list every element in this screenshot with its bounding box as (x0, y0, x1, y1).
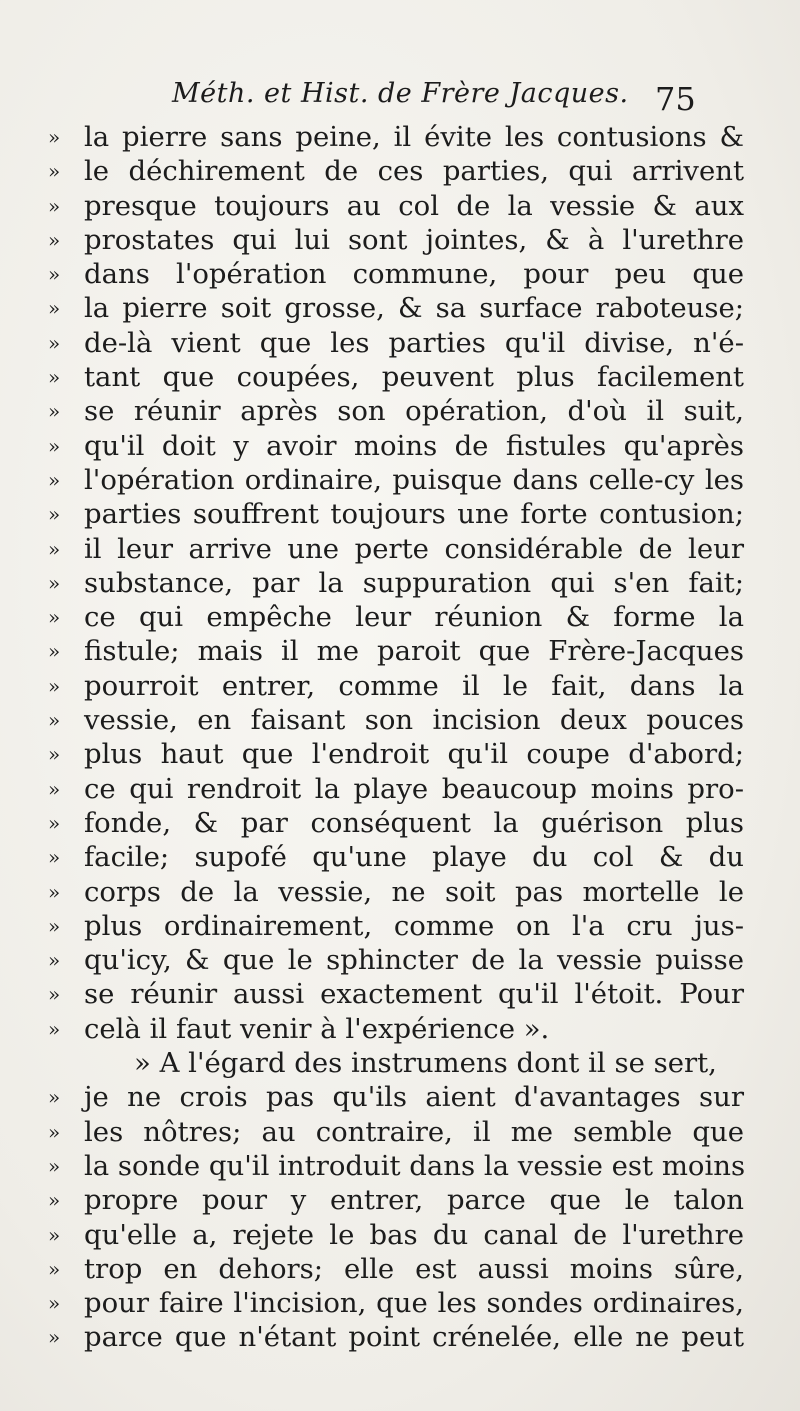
quote-mark: » (48, 1291, 61, 1316)
text-line (48, 977, 744, 1011)
text-line (48, 1046, 728, 1080)
line-text: la pierre soit grosse, & sa surface raboteuse; (84, 292, 744, 325)
line-text: celà il faut venir à l'expérience ». (84, 1012, 550, 1045)
quote-mark: » (48, 296, 61, 321)
text-line (48, 909, 744, 943)
quote-mark: » (48, 536, 61, 561)
line-text: substance, par la suppuration qui s'en fait; (84, 566, 744, 599)
line-text: qu'elle a, rejete le bas du canal de l'urethre (84, 1218, 744, 1251)
quote-mark: » (48, 948, 61, 973)
line-text: se réunir aussi exactement qu'il l'étoit. Pour (84, 978, 744, 1011)
quote-mark: » (48, 159, 61, 184)
quote-mark: » (48, 262, 61, 287)
line-text: presque toujours au col de la vessie & aux (84, 189, 744, 222)
quote-mark: » (48, 1153, 61, 1178)
text-line (48, 1012, 728, 1046)
quote-mark: » (48, 742, 61, 767)
line-text: le déchirement de ces parties, qui arrivent (84, 155, 744, 188)
line-text: la pierre sans peine, il évite les contusions & (84, 121, 744, 153)
quote-mark: » (48, 193, 61, 218)
text-line (48, 1286, 744, 1320)
line-text: ce qui empêche leur réunion & forme la (84, 601, 744, 634)
text-line (48, 669, 744, 703)
text-line (48, 1320, 744, 1354)
text-line (48, 120, 744, 154)
line-text: parce que n'étant point crénelée, elle ne peut (84, 1321, 744, 1354)
page-number: 75 (655, 80, 696, 118)
quote-mark: » (48, 1188, 61, 1213)
line-text: l'opération ordinaire, puisque dans celle-cy les (84, 463, 744, 496)
line-text: de-là vient que les parties qu'il divise, n'é- (84, 326, 744, 359)
quote-mark: » (48, 502, 61, 527)
text-line (48, 223, 744, 257)
text-line (48, 806, 744, 840)
quote-mark: » (48, 1325, 61, 1350)
quote-mark: » (48, 1016, 61, 1041)
running-title: Méth. et Hist. de Frère Jacques. (172, 78, 629, 109)
text-line (48, 497, 744, 531)
quote-mark: » (48, 365, 61, 390)
line-text: pour faire l'incision, que les sondes ordinaires, (84, 1287, 744, 1320)
line-text: fistule; mais il me paroit que Frère-Jacques (84, 635, 744, 668)
text-line (48, 326, 744, 360)
text-line (48, 532, 744, 566)
text-line (48, 360, 744, 394)
quote-mark: » (48, 605, 61, 630)
text-line (48, 943, 744, 977)
quote-mark: » (48, 570, 61, 595)
quote-mark: » (48, 227, 61, 252)
text-line (48, 1115, 744, 1149)
text-line (48, 737, 744, 771)
line-text: la sonde qu'il introduit dans la vessie est moins (84, 1149, 746, 1182)
body-text (48, 120, 746, 1355)
quote-mark: » (48, 810, 61, 835)
line-text: il leur arrive une perte considérable de leur (84, 532, 744, 565)
quote-mark: » (48, 913, 61, 938)
line-text: corps de la vessie, ne soit pas mortelle le (84, 875, 744, 908)
quote-mark: » (48, 1222, 61, 1247)
quote-mark: » (48, 673, 61, 698)
line-text: vessie, en faisant son incision deux pouces (84, 704, 744, 737)
line-text: fonde, & par conséquent la guérison plus (84, 806, 744, 839)
text-line (48, 429, 744, 463)
quote-mark: » (48, 399, 61, 424)
quote-mark: » (48, 845, 61, 870)
quote-mark: » (48, 1256, 61, 1281)
text-line (48, 772, 744, 806)
line-text: qu'il doit y avoir moins de fistules qu'après (84, 429, 744, 462)
line-text: je ne crois pas qu'ils aient d'avantages sur (84, 1081, 744, 1114)
line-text: les nôtres; au contraire, il me semble que (84, 1115, 744, 1148)
text-line (48, 600, 744, 634)
text-line (48, 634, 744, 668)
line-text: se réunir après son opération, d'où il suit, (84, 395, 744, 428)
line-text: propre pour y entrer, parce que le talon (84, 1184, 744, 1217)
page-header (0, 76, 800, 120)
text-line (48, 257, 744, 291)
text-line (48, 463, 744, 497)
text-line (48, 154, 744, 188)
quote-mark: » (48, 330, 61, 355)
text-line (48, 875, 744, 909)
quote-mark: » (48, 879, 61, 904)
text-line (48, 703, 744, 737)
text-line (48, 291, 744, 325)
text-line (48, 1252, 744, 1286)
quote-mark: » (48, 982, 61, 1007)
line-text: tant que coupées, peuvent plus facilement (84, 361, 744, 394)
text-line (48, 1080, 744, 1114)
text-line (48, 840, 744, 874)
line-text: facile; supofé qu'une playe du col & du (84, 841, 744, 874)
line-text: trop en dehors; elle est aussi moins sûre, (84, 1252, 744, 1285)
text-line (48, 566, 744, 600)
quote-mark: » (48, 639, 61, 664)
line-text: » A l'égard des instrumens dont il se sert, (134, 1047, 717, 1080)
quote-mark: » (48, 1085, 61, 1110)
line-text: plus ordinairement, comme on l'a cru jus- (84, 909, 744, 942)
line-text: prostates qui lui sont jointes, & à l'urethre (84, 223, 744, 256)
text-line (48, 1218, 744, 1252)
quote-mark: » (48, 1119, 61, 1144)
quote-mark: » (48, 776, 61, 801)
quote-mark: » (48, 125, 61, 149)
line-text: ce qui rendroit la playe beaucoup moins pro- (84, 772, 744, 805)
quote-mark: » (48, 433, 61, 458)
line-text: parties souffrent toujours une forte contusion; (84, 498, 744, 531)
text-line (48, 1183, 744, 1217)
quote-mark: » (48, 467, 61, 492)
quote-mark: » (48, 708, 61, 733)
text-line (48, 394, 744, 428)
text-line (48, 189, 744, 223)
line-text: plus haut que l'endroit qu'il coupe d'abord; (84, 738, 744, 771)
line-text: dans l'opération commune, pour peu que (84, 258, 744, 291)
text-line (48, 1149, 746, 1183)
line-text: pourroit entrer, comme il le fait, dans la (84, 669, 744, 702)
line-text: qu'icy, & que le sphincter de la vessie puisse (84, 944, 744, 977)
